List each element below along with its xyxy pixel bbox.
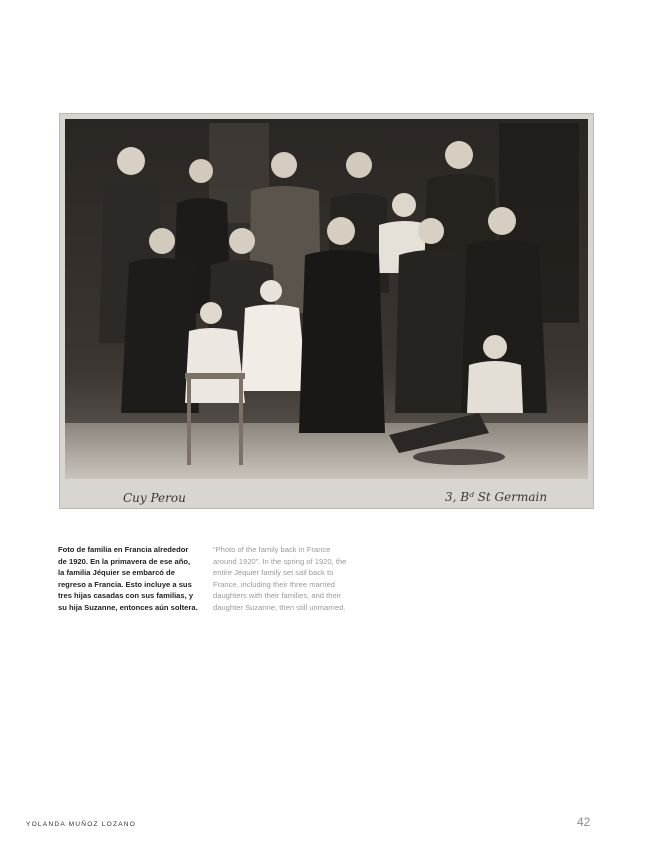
page-number: 42 <box>577 815 591 829</box>
footer-author: YOLANDA MUÑOZ LOZANO <box>26 821 137 828</box>
caption-english: “Photo of the family back in France around 1920”. In the spring of 1920, the entire Jéquier family set sail back to France, including their three married daughters with their families, and their daughter Suzanne, then still unmarried. <box>213 545 347 612</box>
studio-address: 3, Bᵈ St Germain <box>445 490 548 504</box>
photographer-signature: Cuy Perou <box>123 491 186 505</box>
family-photograph <box>59 113 594 509</box>
photo-illustration <box>59 113 594 509</box>
caption-spanish: Foto de familia en Francia alrededor de 1920. En la primavera de ese año, la familia Jéquier se embarcó de regreso a Francia. Esto incluye a sus tres hijas casadas con sus familias, y su hija Suzanne, entonces aún soltera. <box>58 545 198 612</box>
